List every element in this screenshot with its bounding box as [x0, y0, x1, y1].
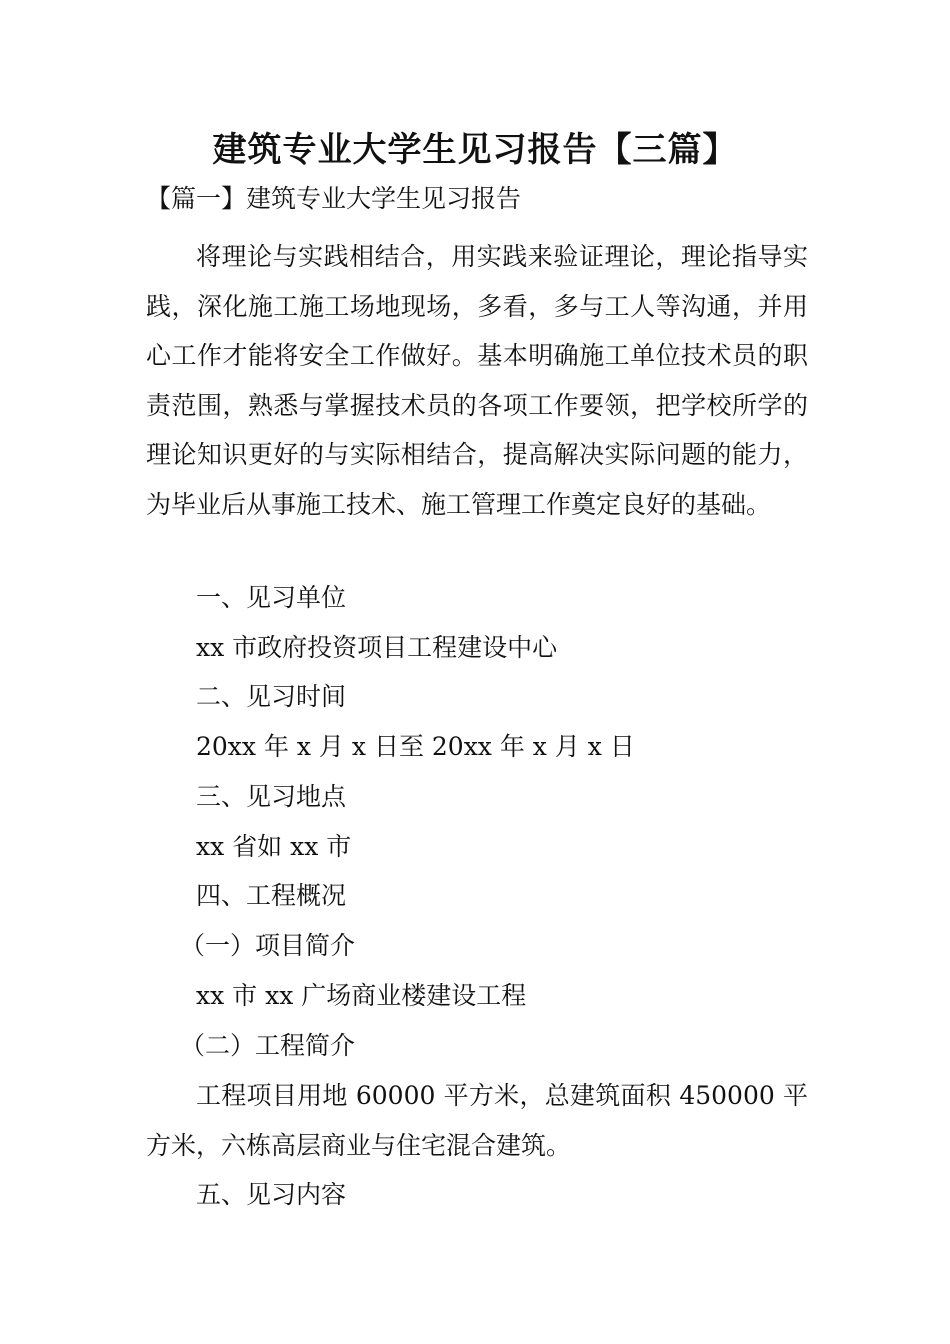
value-place: xx 省如 xx 市 — [196, 832, 352, 861]
heading-engineering-intro: （二）工程简介 — [180, 1031, 356, 1060]
heading-place: 三、见习地点 — [196, 782, 347, 811]
heading-time: 二、见习时间 — [196, 682, 347, 711]
heading-content: 五、见习内容 — [196, 1180, 347, 1209]
section-subtitle: 【篇一】建筑专业大学生见习报告 — [146, 184, 522, 213]
value-project-intro: xx 市 xx 广场商业楼建设工程 — [196, 981, 527, 1010]
heading-project-intro: （一）项目简介 — [180, 931, 356, 960]
value-unit: xx 市政府投资项目工程建设中心 — [196, 633, 558, 662]
heading-overview: 四、工程概况 — [196, 881, 347, 910]
heading-unit: 一、见习单位 — [196, 583, 347, 612]
value-time: 20xx 年 x 月 x 日至 20xx 年 x 月 x 日 — [196, 732, 635, 761]
intro-paragraph: 将理论与实践相结合，用实践来验证理论，理论指导实践，深化施工施工场地现场，多看，多与工人等沟通，并用心工作才能将安全工作做好。基本明确施工单位技术员的职责范围，熟悉与掌握技术员的各项工作要领，把学校所学的理论知识更好的与实际相结合，提高解决实际问题的能力，为毕业后从事施工技术、施工管理工作奠定良好的基础。 — [146, 242, 808, 519]
engineering-intro-paragraph: 工程项目用地 60000 平方米，总建筑面积 450000 平方米，六栋高层商业与住宅混合建筑。 — [146, 1081, 808, 1160]
document-title: 建筑专业大学生见习报告【三篇】 — [212, 130, 738, 170]
